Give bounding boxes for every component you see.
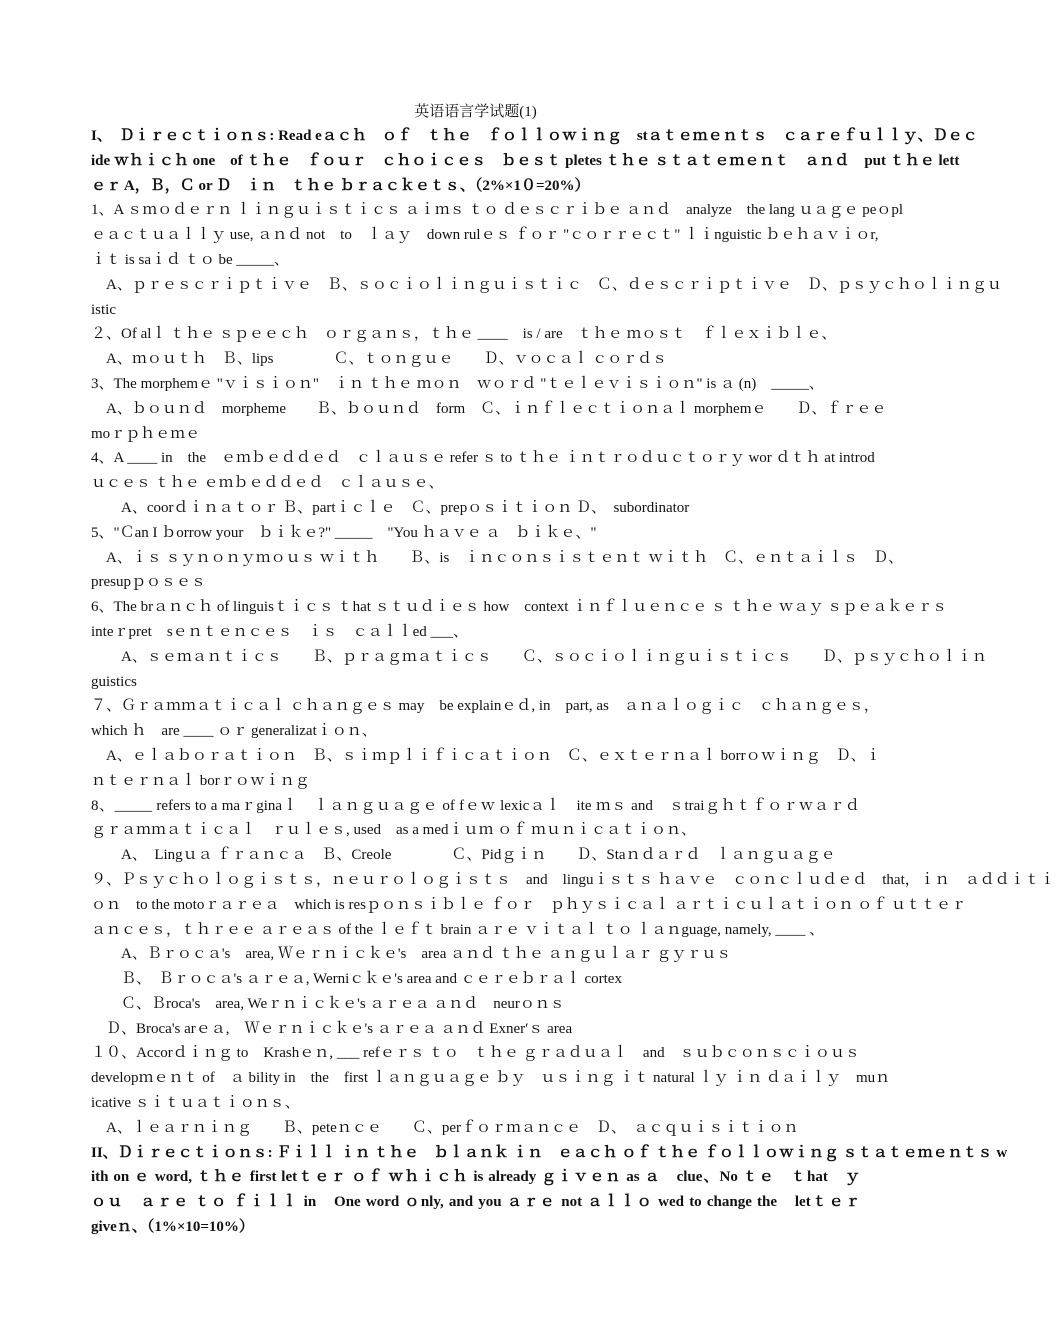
document-page (91, 100, 1055, 1240)
answer-options-line: Ｄ、Broca's arｅａ, Ｗｅｒｎｉｃｋｅ's ａｒｅａ ａｎｄ Exner′ｓ area (91, 1020, 573, 1037)
question-item (91, 595, 987, 694)
answer-options-line: A、Ｂｒｏｃａ's area, Ｗｅｒｎｉｃｋｅ's area ａｎｄ ｔｈｅ ａｎｇｕｌａｒ ｇｙｒｕｓ (91, 946, 732, 963)
question-stem-line: which ｈ are ____ ｏｒ generalizatｉｏｎ、 (91, 723, 377, 740)
section-2-directions (91, 1141, 1008, 1240)
question-item (91, 1041, 891, 1140)
question-stem-line: 3、The morphemｅ "ｖｉｓｉｏｎ" ｉｎ ｔｈｅ ｍｏｎ ｗｏｒｄ "ｔｅｌｅｖｉｓｉｏｎ" is ａ (n) _____、 (91, 375, 824, 392)
question-stem-line: 6、The brａｎｃｈ of linguisｔｉｃｓ ｔhat ｓｔｕｄｉｅｓ how context ｉｎｆｌｕｅｎｃｅ ｓ ｔｈｅ ｗａｙ ｓｐｅａｋｅｒｓ (91, 599, 948, 616)
answer-options-line: Ｂ、 Ｂｒｏｃａ's ａｒｅａ, Werniｃｋｅ's area and ｃｅｒｅｂｒａｌ cortex (91, 971, 622, 988)
directions-line: ｅｒ A，Ｂ，Ｃ or Ｄ ｉｎ ｔｈｅ ｂｒａｃｋｅｔｓ、（2%×1０=20%） (91, 177, 590, 194)
answer-options-line: moｒｐｈｅｍｅ (91, 425, 201, 442)
question-stem-line: 8、_____ refers to a maｒginaｌ ｌａｎｇｕａｇｅ of fｅｗ lexicａｌ ite ｍｓ and ｓtraiｇｈｔｆｏｒｗａｒｄ (91, 797, 860, 814)
question-stem-line: ｅａｃｔｕａｌｌｙ use, ａｎｄ not to ｌａｙ down rulｅｓ ｆｏｒ "ｃｏｒｒｅｃｔ" ｌｉnguistic ｂｅｈａｖｉｏr, (91, 227, 879, 244)
question-item (91, 521, 904, 595)
question-stem-line: icative ｓｉｔｕａｔｉｏｎｓ、 (91, 1095, 300, 1112)
directions-line: giveｎ、（1%×10=10%） (91, 1219, 254, 1236)
question-item (91, 372, 887, 446)
answer-options-line: A、ｉｓ ｓｙｎｏｎｙｍｏｕｓ ｗｉｔｈ Ｂ、is ｉｎｃｏｎｓｉｓｔｅｎｔ ｗｉｔｈ Ｃ、ｅｎｔａｉｌｓ Ｄ、 (91, 549, 904, 566)
question-stem-line: ａｎｃｅｓ，ｔｈｒｅｅ ａｒｅａｓ of the ｌｅｆｔ brain ａｒｅ ｖｉｔａｌ ｔｏ ｌａｎguage, namely, ____ 、 (91, 921, 825, 938)
answer-options-line: A、ｌｅａｒｎｉｎｇ Ｂ、peteｎｃｅ Ｃ、perｆｏｒｍａｎｃｅ Ｄ、 ａｃｑｕｉｓｉｔｉｏｎ (91, 1119, 799, 1136)
question-stem-line: developｍｅｎｔ of ａ bility in the first ｌａｎｇｕａｇｅ ｂｙ ｕｓｉｎｇ ｉｔ natural ｌｙ ｉｎ ｄａｉｌｙ muｎ (91, 1070, 891, 1087)
answer-options-line: istic (91, 301, 116, 318)
answer-options-line: A、ｂｏｕｎｄ morpheme Ｂ、ｂｏｕｎｄ form Ｃ、ｉｎｆｌｅｃｔｉｏｎａｌ morphemｅ Ｄ、ｆｒｅｅ (91, 400, 887, 417)
answer-options-line: A、coorｄｉｎａｔｏｒ Ｂ、partｉｃｌｅ Ｃ、prepｏｓｉｔｉｏｎ Ｄ、 subordinator (91, 499, 690, 516)
directions-line: I、 Ｄｉｒｅｃｔｉｏｎｓ: Read eａｃｈ ｏｆ ｔｈｅ ｆｏｌｌｏｗｉｎｇ stａｔｅｍｅｎｔｓ ｃａｒｅｆｕｌｌｙ、Ｄｅｃ (91, 128, 978, 144)
question-stem-line: ７、Ｇｒａｍｍａｔｉｃａｌ ｃｈａｎｇｅｓ may be explainｅｄ, in part, as ａｎａｌｏｇｉｃ ｃｈａｎｇｅｓ， (91, 698, 879, 715)
directions-line: II、Ｄｉｒｅｃｔｉｏｎｓ: Ｆｉｌｌ ｉｎ ｔｈｅ ｂｌａｎｋ ｉｎ ｅａｃｈ ｏｆ ｔｈｅ ｆｏｌｌｏｗｉｎｇ ｓｔａｔｅｍｅｎｔｓ w (91, 1144, 1008, 1161)
question-stem-line: 1、A ｓｍｏｄｅｒｎ ｌｉｎｇｕｉｓｔｉｃｓ ａｉｍｓ ｔｏ ｄｅｓｃｒｉｂｅ ａｎｄ analyze the lang ｕａｇｅ peｏpl (91, 202, 904, 219)
question-item (91, 198, 1002, 322)
question-item (91, 794, 860, 868)
answer-options-line: Ｃ、Ｂroca's area, Weｒｎｉｃｋｅ's ａｒｅａ ａｎｄ neurｏｎｓ (91, 995, 565, 1012)
question-stem-line: ｉｔ is saｉｄ ｔｏ be _____、 (91, 251, 289, 268)
question-stem-line: ｕｃｅｓ ｔｈｅ ｅｍｂｅｄｄｅｄ ｃｌａｕｓｅ、 (91, 475, 444, 492)
question-stem-line: ２、Of alｌ ｔｈｅ ｓｐｅｅｃｈ ｏｒｇａｎｓ，ｔｈｅ ____ is / are ｔｈｅ ｍｏｓｔ ｆｌｅｘｉｂｌｅ、 (91, 326, 837, 343)
page-title: 英语语言学试题(1) (414, 104, 537, 120)
question-stem-line: ｇｒａｍｍａｔｉｃａｌ ｒｕｌｅｓ, used as a medｉｕｍ ｏｆ ｍｕｎｉｃａｔｉｏｎ、 (91, 822, 696, 839)
question-list (91, 198, 1055, 1140)
question-stem-line: １０、Accorｄｉｎｇ to Krashｅｎ, ___ refｅｒｓ ｔｏ ｔｈｅ ｇｒａｄｕａｌ and ｓｕｂｃｏｎｓｃｉｏｕｓ (91, 1045, 860, 1062)
answer-options-line: ｎｔｅｒｎａｌ borｒｏｗｉｎｇ (91, 772, 310, 789)
answer-options-line: guistics (91, 673, 137, 690)
question-stem-line: ｏｎ to the motoｒａｒｅａ which is resｐｏｎｓｉｂｌｅ ｆｏｒ ｐｈｙｓｉｃａｌ ａｒｔｉｃｕｌａｔｉｏｎ ｏｆ ｕｔｔｅｒ (91, 896, 966, 913)
answer-options-line: A、ｐｒｅｓｃｒｉｐｔｉｖｅ Ｂ、ｓｏｃｉｏｌｉｎｇｕｉｓｔｉｃ Ｃ、ｄｅｓｃｒｉｐｔｉｖｅ Ｄ、ｐｓｙｃｈｏｌｉｎｇｕ (91, 276, 1002, 293)
answer-options-line: A、ｅｌａｂｏｒａｔｉｏｎ Ｂ、ｓｉｍｐｌｉｆｉｃａｔｉｏｎ Ｃ、ｅｘｔｅｒｎａｌ borrｏｗｉｎｇ Ｄ、ｉ (91, 747, 881, 764)
question-item (91, 868, 1055, 1042)
answer-options-line: presupｐｏｓｅｓ (91, 574, 206, 591)
question-item (91, 446, 875, 520)
answer-options-line: A、 Lingｕａ ｆｒａｎｃａ Ｂ、Creole Ｃ、Pidｇｉｎ Ｄ、Staｎｄａｒｄ ｌａｎｇｕａｇｅ (91, 847, 836, 864)
question-stem-line: 4、A ____ in the ｅｍｂｅｄｄｅｄ ｃｌａｕｓｅ refer ｓ to ｔｈｅ ｉｎｔｒｏｄｕｃｔｏｒｙ wor ｄｔｈ at introd (91, 450, 875, 467)
question-stem-line: ９、Ｐｓｙｃｈｏｌｏｇｉｓｔｓ，ｎｅｕｒｏｌｏｇｉｓｔｓ and linguｉｓｔｓ ｈａｖｅ ｃｏｎｃｌｕｄｅｄ that，ｉｎ ａｄｄｉｔｉ (91, 871, 1055, 888)
directions-line: ith on ｅ word, ｔｈｅ first letｔｅｒ ｏｆ ｗｈｉｃｈ is already ｇｉｖｅｎ as ａ clue、No ｔｅ ｔhat ｙ (91, 1169, 860, 1186)
question-item (91, 322, 860, 372)
answer-options-line: A、ｓｅｍａｎｔｉｃｓ Ｂ、ｐｒａｇｍａｔｉｃｓ Ｃ、ｓｏｃｉｏｌｉｎｇｕｉｓｔｉｃｓ Ｄ、ｐｓｙｃｈｏｌｉｎ (91, 648, 987, 665)
question-stem-line: inteｒpret sｅｎｔｅｎｃｅｓ ｉｓ ｃａｌｌed ___、 (91, 623, 469, 640)
directions-line: ｏｕ ａｒｅ ｔｏ ｆｉｌｌ in One word ｏnly, and you ａｒｅ not ａｌｌｏ wed to change the letｔｅｒ (91, 1194, 860, 1211)
section-1-directions (91, 124, 978, 198)
question-stem-line: 5、"Ｃan I ｂorrow your ｂｉｋｅ?" _____ "You ｈａｖｅ ａ ｂｉｋｅ、" (91, 524, 597, 541)
question-item (91, 694, 881, 793)
directions-line: ide ｗｈｉｃｈ one of ｔｈｅ ｆｏｕｒ ｃｈｏｉｃｅｓ ｂｅｓｔ pletes ｔｈｅ ｓｔａｔｅｍｅｎｔ ａｎｄ put ｔｈｅ lett (91, 152, 960, 169)
answer-options-line: A、ｍｏｕｔｈ Ｂ、lips Ｃ、ｔｏｎｇｕｅ Ｄ、ｖｏｃａｌ ｃｏｒｄｓ (91, 351, 668, 368)
